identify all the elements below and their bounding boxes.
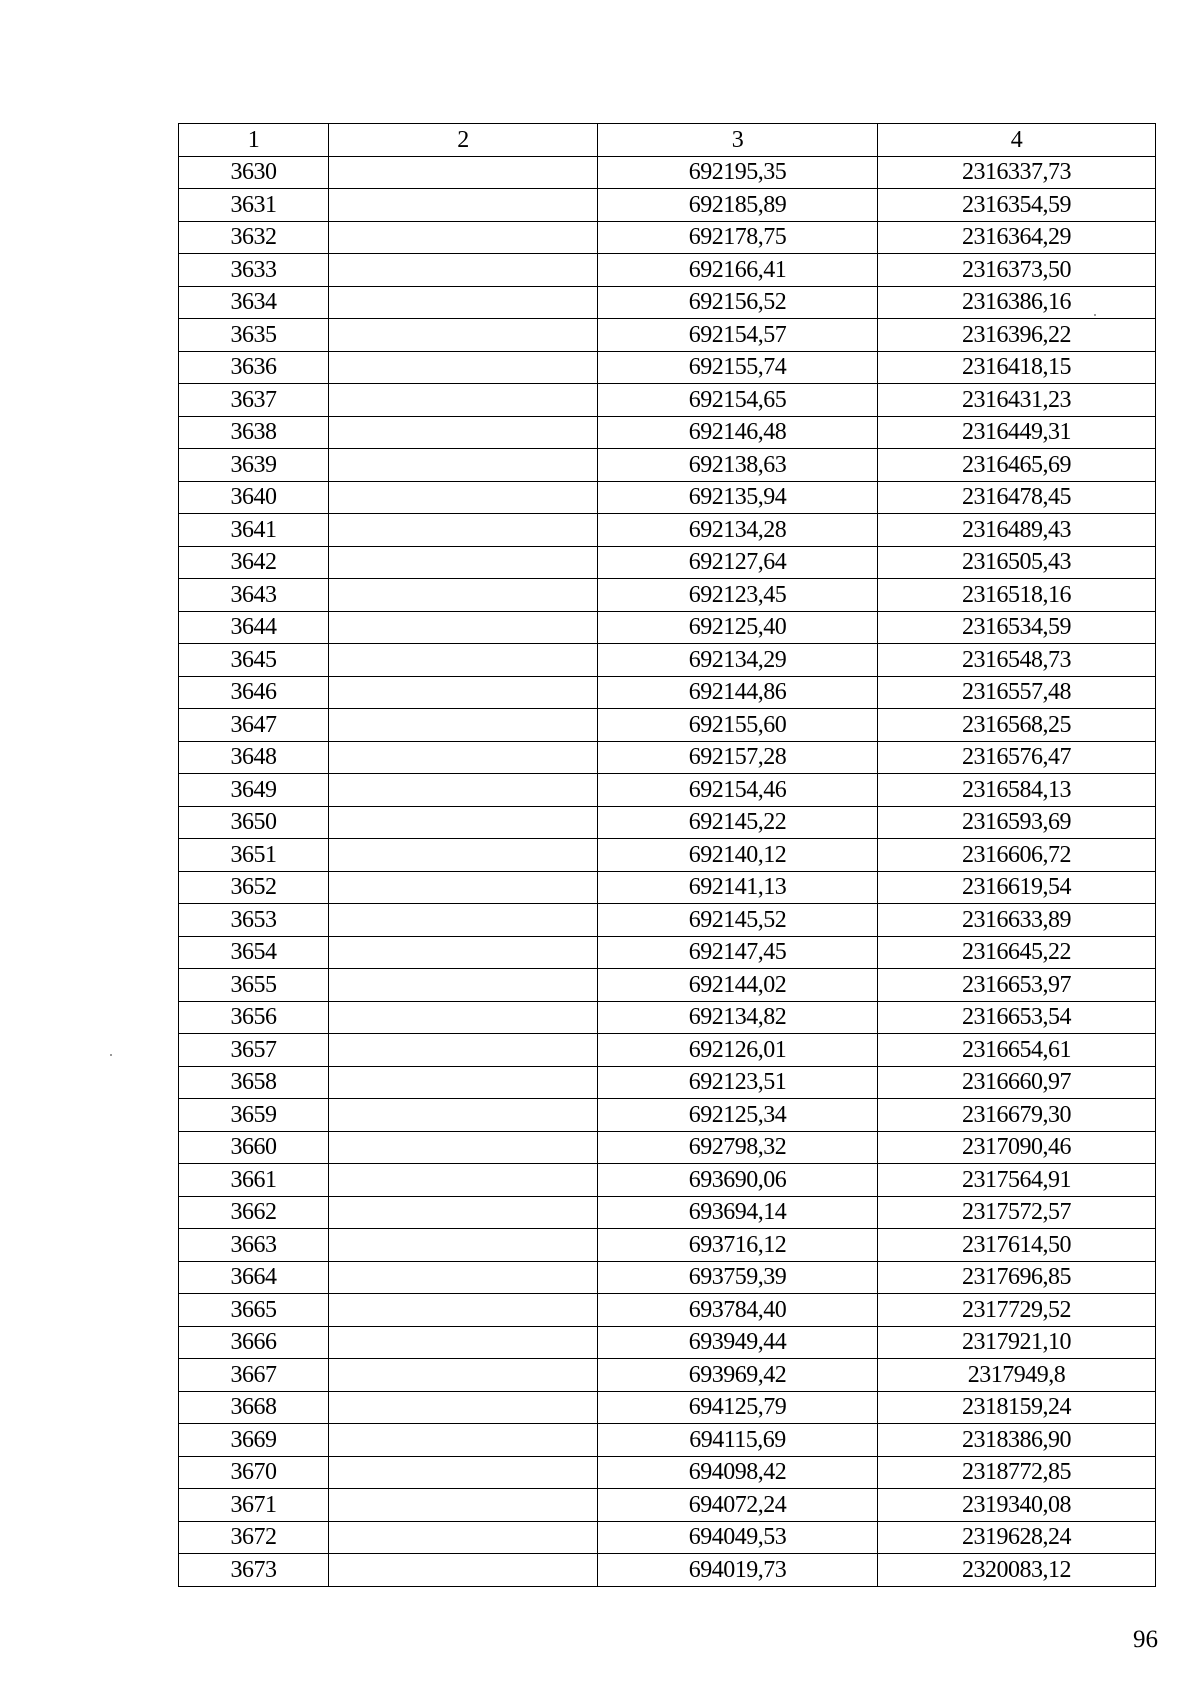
- table-row: [179, 709, 1156, 742]
- point-number-cell: 3642: [179, 546, 329, 579]
- table-row: [179, 839, 1156, 872]
- point-number-cell: 3664: [179, 1261, 329, 1294]
- x-coordinate-cell: 692127,64: [598, 546, 878, 579]
- point-number-cell: 3655: [179, 969, 329, 1002]
- y-coordinate-cell: 2317572,57: [878, 1196, 1156, 1229]
- table-row: [179, 254, 1156, 287]
- x-coordinate-cell: 692157,28: [598, 741, 878, 774]
- description-cell: [329, 871, 598, 904]
- table-row: [179, 481, 1156, 514]
- x-coordinate-cell: 692155,60: [598, 709, 878, 742]
- description-cell: [329, 839, 598, 872]
- description-cell: [329, 1099, 598, 1132]
- table-row: [179, 221, 1156, 254]
- point-number-cell: 3639: [179, 449, 329, 482]
- description-cell: [329, 611, 598, 644]
- description-cell: [329, 1424, 598, 1457]
- description-cell: [329, 774, 598, 807]
- description-cell: [329, 904, 598, 937]
- x-coordinate-cell: 694115,69: [598, 1424, 878, 1457]
- description-cell: [329, 351, 598, 384]
- point-number-cell: 3636: [179, 351, 329, 384]
- point-number-cell: 3658: [179, 1066, 329, 1099]
- description-cell: [329, 546, 598, 579]
- y-coordinate-cell: 2316431,23: [878, 384, 1156, 417]
- y-coordinate-cell: 2317729,52: [878, 1294, 1156, 1327]
- x-coordinate-cell: 692123,45: [598, 579, 878, 612]
- x-coordinate-cell: 692144,86: [598, 676, 878, 709]
- y-coordinate-cell: 2316534,59: [878, 611, 1156, 644]
- table-row: [179, 319, 1156, 352]
- description-cell: [329, 1326, 598, 1359]
- description-cell: [329, 286, 598, 319]
- y-coordinate-cell: 2317696,85: [878, 1261, 1156, 1294]
- table-row: [179, 579, 1156, 612]
- point-number-cell: 3656: [179, 1001, 329, 1034]
- description-cell: [329, 189, 598, 222]
- point-number-cell: 3630: [179, 156, 329, 189]
- x-coordinate-cell: 692195,35: [598, 156, 878, 189]
- description-cell: [329, 969, 598, 1002]
- x-coordinate-cell: 692185,89: [598, 189, 878, 222]
- point-number-cell: 3643: [179, 579, 329, 612]
- x-coordinate-cell: 692126,01: [598, 1034, 878, 1067]
- x-coordinate-cell: 694125,79: [598, 1391, 878, 1424]
- header-cell-2: 2: [329, 124, 598, 157]
- x-coordinate-cell: 692146,48: [598, 416, 878, 449]
- x-coordinate-cell: 693759,39: [598, 1261, 878, 1294]
- point-number-cell: 3669: [179, 1424, 329, 1457]
- x-coordinate-cell: 693694,14: [598, 1196, 878, 1229]
- x-coordinate-cell: 692166,41: [598, 254, 878, 287]
- point-number-cell: 3660: [179, 1131, 329, 1164]
- x-coordinate-cell: 692798,32: [598, 1131, 878, 1164]
- point-number-cell: 3632: [179, 221, 329, 254]
- point-number-cell: 3651: [179, 839, 329, 872]
- description-cell: [329, 1554, 598, 1587]
- point-number-cell: 3648: [179, 741, 329, 774]
- point-number-cell: 3635: [179, 319, 329, 352]
- y-coordinate-cell: 2316373,50: [878, 254, 1156, 287]
- description-cell: [329, 1294, 598, 1327]
- y-coordinate-cell: 2316449,31: [878, 416, 1156, 449]
- y-coordinate-cell: 2316593,69: [878, 806, 1156, 839]
- point-number-cell: 3646: [179, 676, 329, 709]
- y-coordinate-cell: 2316557,48: [878, 676, 1156, 709]
- y-coordinate-cell: 2320083,12: [878, 1554, 1156, 1587]
- point-number-cell: 3662: [179, 1196, 329, 1229]
- table-body: [179, 124, 1156, 1587]
- x-coordinate-cell: 692141,13: [598, 871, 878, 904]
- x-coordinate-cell: 692134,28: [598, 514, 878, 547]
- x-coordinate-cell: 693969,42: [598, 1359, 878, 1392]
- point-number-cell: 3671: [179, 1489, 329, 1522]
- x-coordinate-cell: 694072,24: [598, 1489, 878, 1522]
- description-cell: [329, 1391, 598, 1424]
- x-coordinate-cell: 692140,12: [598, 839, 878, 872]
- coordinates-table: [178, 123, 1156, 1587]
- point-number-cell: 3634: [179, 286, 329, 319]
- table-row: [179, 1554, 1156, 1587]
- y-coordinate-cell: 2316653,97: [878, 969, 1156, 1002]
- y-coordinate-cell: 2316518,16: [878, 579, 1156, 612]
- point-number-cell: 3653: [179, 904, 329, 937]
- x-coordinate-cell: 692156,52: [598, 286, 878, 319]
- table-row: [179, 416, 1156, 449]
- description-cell: [329, 1456, 598, 1489]
- y-coordinate-cell: 2316386,16: [878, 286, 1156, 319]
- x-coordinate-cell: 692134,29: [598, 644, 878, 677]
- y-coordinate-cell: 2317614,50: [878, 1229, 1156, 1262]
- table-row: [179, 774, 1156, 807]
- table-row: [179, 871, 1156, 904]
- point-number-cell: 3665: [179, 1294, 329, 1327]
- description-cell: [329, 1164, 598, 1197]
- table-row: [179, 286, 1156, 319]
- point-number-cell: 3644: [179, 611, 329, 644]
- x-coordinate-cell: 692145,22: [598, 806, 878, 839]
- table-row: [179, 611, 1156, 644]
- x-coordinate-cell: 693716,12: [598, 1229, 878, 1262]
- y-coordinate-cell: 2318386,90: [878, 1424, 1156, 1457]
- y-coordinate-cell: 2318772,85: [878, 1456, 1156, 1489]
- y-coordinate-cell: 2316633,89: [878, 904, 1156, 937]
- point-number-cell: 3633: [179, 254, 329, 287]
- table-row: [179, 1131, 1156, 1164]
- table-row: [179, 1326, 1156, 1359]
- description-cell: [329, 579, 598, 612]
- description-cell: [329, 319, 598, 352]
- y-coordinate-cell: 2316478,45: [878, 481, 1156, 514]
- table-header-row: [179, 124, 1156, 157]
- x-coordinate-cell: 692144,02: [598, 969, 878, 1002]
- x-coordinate-cell: 692134,82: [598, 1001, 878, 1034]
- table-row: [179, 189, 1156, 222]
- description-cell: [329, 1131, 598, 1164]
- x-coordinate-cell: 694019,73: [598, 1554, 878, 1587]
- description-cell: [329, 1229, 598, 1262]
- point-number-cell: 3663: [179, 1229, 329, 1262]
- description-cell: [329, 416, 598, 449]
- point-number-cell: 3637: [179, 384, 329, 417]
- x-coordinate-cell: 692154,57: [598, 319, 878, 352]
- table-row: [179, 1229, 1156, 1262]
- y-coordinate-cell: 2317921,10: [878, 1326, 1156, 1359]
- point-number-cell: 3638: [179, 416, 329, 449]
- point-number-cell: 3652: [179, 871, 329, 904]
- table-row: [179, 351, 1156, 384]
- y-coordinate-cell: 2317090,46: [878, 1131, 1156, 1164]
- description-cell: [329, 1489, 598, 1522]
- table-row: [179, 449, 1156, 482]
- table-row: [179, 1164, 1156, 1197]
- point-number-cell: 3673: [179, 1554, 329, 1587]
- point-number-cell: 3670: [179, 1456, 329, 1489]
- description-cell: [329, 806, 598, 839]
- table-row: [179, 741, 1156, 774]
- table-row: [179, 1034, 1156, 1067]
- point-number-cell: 3668: [179, 1391, 329, 1424]
- x-coordinate-cell: 692145,52: [598, 904, 878, 937]
- y-coordinate-cell: 2316418,15: [878, 351, 1156, 384]
- point-number-cell: 3654: [179, 936, 329, 969]
- table-row: [179, 644, 1156, 677]
- x-coordinate-cell: 694098,42: [598, 1456, 878, 1489]
- point-number-cell: 3647: [179, 709, 329, 742]
- header-cell-4: 4: [878, 124, 1156, 157]
- scan-speck: [110, 1054, 112, 1056]
- point-number-cell: 3631: [179, 189, 329, 222]
- x-coordinate-cell: 692154,46: [598, 774, 878, 807]
- y-coordinate-cell: 2316337,73: [878, 156, 1156, 189]
- y-coordinate-cell: 2316548,73: [878, 644, 1156, 677]
- table-row: [179, 936, 1156, 969]
- table-row: [179, 1424, 1156, 1457]
- table-row: [179, 1099, 1156, 1132]
- table-row: [179, 1359, 1156, 1392]
- y-coordinate-cell: 2316364,29: [878, 221, 1156, 254]
- x-coordinate-cell: 692147,45: [598, 936, 878, 969]
- description-cell: [329, 1521, 598, 1554]
- description-cell: [329, 1034, 598, 1067]
- point-number-cell: 3640: [179, 481, 329, 514]
- y-coordinate-cell: 2316505,43: [878, 546, 1156, 579]
- table-row: [179, 1261, 1156, 1294]
- description-cell: [329, 384, 598, 417]
- point-number-cell: 3657: [179, 1034, 329, 1067]
- point-number-cell: 3659: [179, 1099, 329, 1132]
- table-row: [179, 1001, 1156, 1034]
- table-row: [179, 969, 1156, 1002]
- point-number-cell: 3641: [179, 514, 329, 547]
- table-row: [179, 546, 1156, 579]
- description-cell: [329, 221, 598, 254]
- y-coordinate-cell: 2316645,22: [878, 936, 1156, 969]
- x-coordinate-cell: 692154,65: [598, 384, 878, 417]
- x-coordinate-cell: 693949,44: [598, 1326, 878, 1359]
- x-coordinate-cell: 694049,53: [598, 1521, 878, 1554]
- x-coordinate-cell: 692125,34: [598, 1099, 878, 1132]
- x-coordinate-cell: 692155,74: [598, 351, 878, 384]
- description-cell: [329, 676, 598, 709]
- scan-speck: [1094, 314, 1096, 316]
- point-number-cell: 3666: [179, 1326, 329, 1359]
- table-row: [179, 1521, 1156, 1554]
- table-row: [179, 1066, 1156, 1099]
- y-coordinate-cell: 2316584,13: [878, 774, 1156, 807]
- header-cell-1: 1: [179, 124, 329, 157]
- y-coordinate-cell: 2319340,08: [878, 1489, 1156, 1522]
- description-cell: [329, 1261, 598, 1294]
- table-row: [179, 1196, 1156, 1229]
- y-coordinate-cell: 2316619,54: [878, 871, 1156, 904]
- description-cell: [329, 1066, 598, 1099]
- point-number-cell: 3661: [179, 1164, 329, 1197]
- table-row: [179, 904, 1156, 937]
- table-row: [179, 1456, 1156, 1489]
- y-coordinate-cell: 2316354,59: [878, 189, 1156, 222]
- description-cell: [329, 481, 598, 514]
- y-coordinate-cell: 2316654,61: [878, 1034, 1156, 1067]
- header-cell-3: 3: [598, 124, 878, 157]
- description-cell: [329, 514, 598, 547]
- table-row: [179, 156, 1156, 189]
- y-coordinate-cell: 2316606,72: [878, 839, 1156, 872]
- description-cell: [329, 709, 598, 742]
- description-cell: [329, 1001, 598, 1034]
- description-cell: [329, 936, 598, 969]
- y-coordinate-cell: 2316679,30: [878, 1099, 1156, 1132]
- table-row: [179, 676, 1156, 709]
- y-coordinate-cell: 2316465,69: [878, 449, 1156, 482]
- description-cell: [329, 644, 598, 677]
- table-row: [179, 1489, 1156, 1522]
- y-coordinate-cell: 2317564,91: [878, 1164, 1156, 1197]
- table-row: [179, 384, 1156, 417]
- y-coordinate-cell: 2316576,47: [878, 741, 1156, 774]
- y-coordinate-cell: 2318159,24: [878, 1391, 1156, 1424]
- description-cell: [329, 1359, 598, 1392]
- point-number-cell: 3649: [179, 774, 329, 807]
- y-coordinate-cell: 2316489,43: [878, 514, 1156, 547]
- point-number-cell: 3650: [179, 806, 329, 839]
- x-coordinate-cell: 693690,06: [598, 1164, 878, 1197]
- y-coordinate-cell: 2319628,24: [878, 1521, 1156, 1554]
- description-cell: [329, 254, 598, 287]
- table-row: [179, 1391, 1156, 1424]
- point-number-cell: 3667: [179, 1359, 329, 1392]
- point-number-cell: 3645: [179, 644, 329, 677]
- y-coordinate-cell: 2316653,54: [878, 1001, 1156, 1034]
- x-coordinate-cell: 692135,94: [598, 481, 878, 514]
- y-coordinate-cell: 2317949,8: [878, 1359, 1156, 1392]
- description-cell: [329, 741, 598, 774]
- table-row: [179, 806, 1156, 839]
- description-cell: [329, 1196, 598, 1229]
- page-number: 96: [1133, 1626, 1158, 1653]
- description-cell: [329, 156, 598, 189]
- table-row: [179, 514, 1156, 547]
- table-row: [179, 1294, 1156, 1327]
- x-coordinate-cell: 692123,51: [598, 1066, 878, 1099]
- y-coordinate-cell: 2316396,22: [878, 319, 1156, 352]
- x-coordinate-cell: 693784,40: [598, 1294, 878, 1327]
- point-number-cell: 3672: [179, 1521, 329, 1554]
- x-coordinate-cell: 692125,40: [598, 611, 878, 644]
- y-coordinate-cell: 2316568,25: [878, 709, 1156, 742]
- description-cell: [329, 449, 598, 482]
- y-coordinate-cell: 2316660,97: [878, 1066, 1156, 1099]
- x-coordinate-cell: 692178,75: [598, 221, 878, 254]
- x-coordinate-cell: 692138,63: [598, 449, 878, 482]
